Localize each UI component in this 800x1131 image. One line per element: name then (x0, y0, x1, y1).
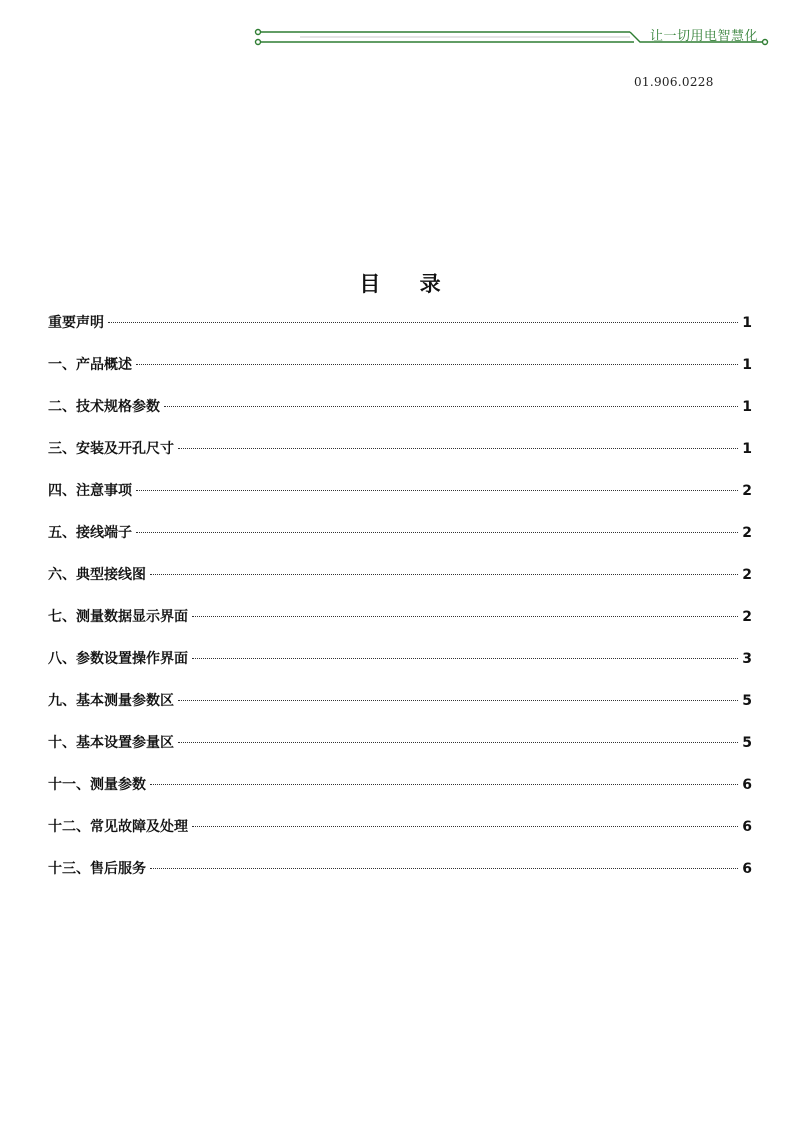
toc-page-number: 5 (742, 735, 752, 751)
toc-entry-label: 六、典型接线图 (48, 567, 146, 583)
toc-page-number: 5 (742, 693, 752, 709)
toc-entry-label: 二、技术规格参数 (48, 399, 160, 415)
toc-dot-leader (192, 616, 738, 617)
toc-entry-label: 十三、售后服务 (48, 861, 146, 877)
toc-entry-basic-settings[interactable] (48, 732, 752, 774)
toc-page-number: 6 (742, 861, 752, 877)
toc-entry-label: 七、测量数据显示界面 (48, 609, 188, 625)
toc-entry-terminals[interactable] (48, 522, 752, 564)
toc-entry-label: 九、基本测量参数区 (48, 693, 174, 709)
toc-entry-label: 十二、常见故障及处理 (48, 819, 188, 835)
toc-dot-leader (150, 574, 738, 575)
document-number: 01.906.0228 (634, 75, 714, 89)
toc-dot-leader (150, 784, 738, 785)
toc-page-number: 3 (742, 651, 752, 667)
brand-slogan: 让一切用电智慧化 (650, 29, 759, 44)
toc-dot-leader (192, 826, 738, 827)
toc-entry-product-overview[interactable] (48, 354, 752, 396)
toc-dot-leader (136, 532, 738, 533)
toc-entry-precautions[interactable] (48, 480, 752, 522)
toc-entry-label: 三、安装及开孔尺寸 (48, 441, 174, 457)
toc-page-number: 1 (742, 441, 752, 457)
toc-dot-leader (178, 742, 738, 743)
toc-dot-leader (178, 448, 738, 449)
toc-page-number: 2 (742, 567, 752, 583)
toc-entry-after-sales[interactable] (48, 858, 752, 900)
toc-entry-technical-specs[interactable] (48, 396, 752, 438)
table-of-contents (48, 312, 752, 900)
toc-page-number: 2 (742, 609, 752, 625)
toc-title: 目 录 (359, 272, 457, 296)
toc-entry-label: 十一、测量参数 (48, 777, 146, 793)
circuit-node-left-bottom (256, 40, 261, 45)
toc-entry-label: 八、参数设置操作界面 (48, 651, 188, 667)
toc-page-number: 1 (742, 399, 752, 415)
toc-dot-leader (136, 490, 738, 491)
toc-page-number: 2 (742, 525, 752, 541)
circuit-node-left-top (256, 30, 261, 35)
toc-dot-leader (150, 868, 738, 869)
toc-page-number: 2 (742, 483, 752, 499)
toc-entry-important-statement[interactable] (48, 312, 752, 354)
toc-page-number: 1 (742, 315, 752, 331)
toc-entry-troubleshooting[interactable] (48, 816, 752, 858)
toc-page-number: 6 (742, 819, 752, 835)
toc-entry-label: 十、基本设置参量区 (48, 735, 174, 751)
toc-dot-leader (164, 406, 738, 407)
toc-entry-label: 重要声明 (48, 315, 104, 331)
toc-entry-parameter-settings[interactable] (48, 648, 752, 690)
toc-entry-label: 一、产品概述 (48, 357, 132, 373)
toc-entry-wiring-diagram[interactable] (48, 564, 752, 606)
toc-entry-installation[interactable] (48, 438, 752, 480)
toc-dot-leader (136, 364, 738, 365)
circuit-node-right (763, 40, 768, 45)
toc-page-number: 1 (742, 357, 752, 373)
toc-entry-measurement-display[interactable] (48, 606, 752, 648)
toc-entry-measurement-params[interactable] (48, 774, 752, 816)
toc-entry-label: 四、注意事项 (48, 483, 132, 499)
toc-dot-leader (178, 700, 738, 701)
toc-dot-leader (192, 658, 738, 659)
toc-entry-label: 五、接线端子 (48, 525, 132, 541)
toc-dot-leader (108, 322, 738, 323)
toc-page-number: 6 (742, 777, 752, 793)
toc-entry-basic-measurement[interactable] (48, 690, 752, 732)
